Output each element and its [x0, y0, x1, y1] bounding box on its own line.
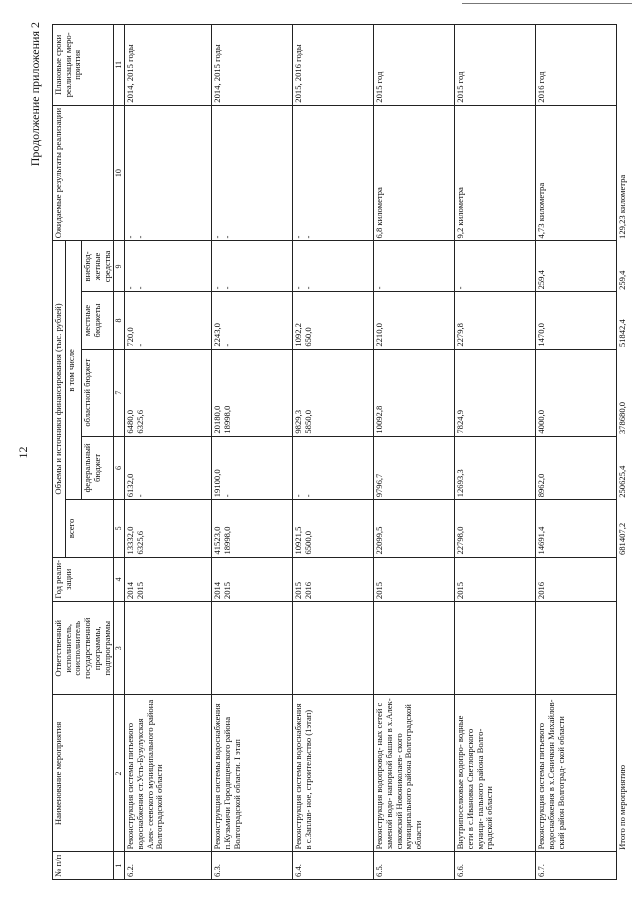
total-sum: 681407,2: [617, 500, 640, 557]
row-extra-value: -: [302, 286, 313, 290]
row-years: [293, 557, 374, 602]
row-regional: [293, 349, 374, 436]
total-local: 51842,4: [617, 292, 640, 349]
row-federal-value: 9796,7: [374, 473, 385, 498]
row-extra-value: -: [374, 286, 385, 290]
row-years-value: 2015: [293, 581, 304, 600]
header-num: № п/п: [53, 852, 114, 880]
row-total-value: 10921,5: [293, 526, 304, 555]
row-number: 6.4.: [293, 852, 374, 880]
row-total-value: 18998,0: [221, 526, 232, 555]
header-extra: внебюд- жетные средства: [82, 241, 114, 292]
row-years: [536, 557, 617, 602]
row-total-value: 14691,4: [536, 526, 547, 555]
table-row: [125, 25, 212, 880]
row-name: Реконструкция водопровод- ных сетей с заменой водо- напорной башни в х.Алек- сиковский Новониколаев- ского муниципального района Волгоградской области: [374, 695, 455, 852]
row-local-value: 1470,0: [536, 323, 547, 347]
row-total: [455, 500, 536, 557]
row-years: [125, 557, 212, 602]
row-result-value: 9,2 километра: [455, 187, 466, 239]
row-years-value: 2016: [302, 581, 313, 600]
row-extra-value: -: [221, 286, 232, 290]
row-extra-value: -: [134, 286, 145, 290]
row-local-value: 1092,2: [293, 323, 304, 347]
row-regional-value: 6325,6: [134, 410, 145, 434]
row-local-value: -: [221, 343, 232, 347]
row-federal: [455, 436, 536, 500]
col-index: 11: [114, 25, 125, 106]
row-name: Реконструкция системы водоснабжения в с.Заплав- ное, строительство (1этап): [293, 695, 374, 852]
row-number: 6.7.: [536, 852, 617, 880]
row-term: 2016 год: [536, 25, 617, 106]
row-regional-value: 18998,0: [221, 405, 232, 434]
row-local: [455, 292, 536, 349]
row-local: [536, 292, 617, 349]
row-extra: [125, 241, 212, 292]
header-responsible: Ответственный исполнитель, соисполнитель государственной программы, подпрограммы: [53, 602, 114, 695]
row-local: [374, 292, 455, 349]
row-extra-value: 259,4: [536, 270, 547, 290]
total-label: Итого по мероприятию: [617, 695, 640, 852]
row-extra-value: -: [212, 286, 223, 290]
row-federal-value: 19100,0: [212, 469, 223, 498]
row-local-value: 2210,0: [374, 323, 385, 347]
row-regional-value: 6480,0: [125, 410, 136, 434]
row-federal: [212, 436, 293, 500]
table-row: [536, 25, 617, 880]
row-local-value: -: [134, 343, 145, 347]
column-index-row: [114, 25, 125, 880]
table-row: [455, 25, 536, 880]
row-extra: [374, 241, 455, 292]
row-term: 2014, 2015 годы: [212, 25, 293, 106]
row-responsible: [374, 602, 455, 695]
row-responsible: [536, 602, 617, 695]
row-responsible: [455, 602, 536, 695]
table-row: [293, 25, 374, 880]
row-regional: [212, 349, 293, 436]
row-extra-value: -: [455, 286, 466, 290]
row-total-value: 22099,5: [374, 526, 385, 555]
col-index: 3: [114, 602, 125, 695]
col-index: 2: [114, 695, 125, 852]
row-regional: [125, 349, 212, 436]
row-federal-value: -: [134, 494, 145, 498]
row-total-value: 6500,0: [302, 530, 313, 555]
row-regional-value: 20180,0: [212, 405, 223, 434]
row-years: [212, 557, 293, 602]
row-years-value: 2014: [125, 581, 136, 600]
row-federal: [293, 436, 374, 500]
row-name: Внутрипоселковые водопро- водные сети в с.Ивановка Светлоярского муници- пального района Волго- градской области: [455, 695, 536, 852]
row-responsible: [293, 602, 374, 695]
row-years-value: 2015: [134, 581, 145, 600]
col-index: 8: [114, 292, 125, 349]
row-regional: [374, 349, 455, 436]
row-years-value: 2016: [536, 581, 547, 600]
row-years-value: 2015: [455, 581, 466, 600]
row-local: [212, 292, 293, 349]
row-total: [125, 500, 212, 557]
row-extra: [455, 241, 536, 292]
header-inclusive: в том числе: [65, 241, 81, 500]
financing-table: [52, 24, 640, 880]
row-extra: [536, 241, 617, 292]
row-federal-value: 12693,3: [455, 469, 466, 498]
total-result: 129,23 километра: [617, 105, 640, 241]
row-number: 6.5.: [374, 852, 455, 880]
row-total-value: 22798,0: [455, 526, 466, 555]
row-regional-value: 5850,0: [302, 410, 313, 434]
table-row: [374, 25, 455, 880]
row-responsible: [125, 602, 212, 695]
total-row: [617, 25, 640, 880]
row-local-value: 650,0: [302, 327, 313, 347]
row-term: 2015 год: [455, 25, 536, 106]
row-regional-value: 9829,3: [293, 410, 304, 434]
header-local: местные бюджеты: [82, 292, 114, 349]
row-result-value: -: [134, 235, 145, 239]
row-result-value: 4,73 километра: [536, 182, 547, 239]
row-result-value: -: [125, 235, 136, 239]
row-result-value: 6,8 километра: [374, 187, 385, 239]
row-federal-value: -: [302, 494, 313, 498]
row-local: [293, 292, 374, 349]
row-total-value: 13332,0: [125, 526, 136, 555]
row-result: [455, 105, 536, 241]
row-result-value: -: [293, 235, 304, 239]
row-local-value: 2279,8: [455, 323, 466, 347]
row-number: 6.2.: [125, 852, 212, 880]
header-regional: областной бюджет: [82, 349, 114, 436]
row-years-value: 2015: [374, 581, 385, 600]
row-years-value: 2015: [221, 581, 232, 600]
row-federal-value: -: [221, 494, 232, 498]
row-regional-value: 10092,8: [374, 405, 385, 434]
row-name: Реконструкция системы питьевого водоснабжения в х.Сеничкин Михайлов- ский район Волгоград- ской области: [536, 695, 617, 852]
row-number: 6.6.: [455, 852, 536, 880]
row-name: Реконструкция системы водоснабжения п.Кузьмичи Городищенского района Волгоградской области. I этап: [212, 695, 293, 852]
row-term: 2014, 2015 годы: [125, 25, 212, 106]
row-result: [293, 105, 374, 241]
row-federal: [536, 436, 617, 500]
row-extra: [293, 241, 374, 292]
row-total-value: 6325,6: [134, 530, 145, 555]
row-result-value: -: [221, 235, 232, 239]
header-total: всего: [65, 500, 114, 557]
row-result-value: -: [212, 235, 223, 239]
row-result: [125, 105, 212, 241]
page-number: 12: [16, 446, 30, 459]
row-term: 2015 год: [374, 25, 455, 106]
table-row: [212, 25, 293, 880]
row-federal-value: 8962,0: [536, 473, 547, 498]
row-result: [212, 105, 293, 241]
row-name: Реконструкция системы питьевого водоснабжения ст.Усть-Бузулукская Алек- сеевского муниципального района Волгоградской области: [125, 695, 212, 852]
row-result-value: -: [302, 235, 313, 239]
row-federal: [374, 436, 455, 500]
header-name: Наименование мероприятия: [53, 695, 114, 852]
col-index: 6: [114, 436, 125, 500]
total-extra: 259,4: [617, 241, 640, 292]
row-years: [455, 557, 536, 602]
header-federal: федеральный бюджет: [82, 436, 114, 500]
row-regional-value: 4000,0: [536, 410, 547, 434]
header-volumes: Объемы и источники финансирования (тыс. рублей): [53, 241, 66, 557]
continuation-title: Продолжение приложения 2: [28, 22, 42, 167]
row-term: 2015, 2016 годы: [293, 25, 374, 106]
row-regional: [455, 349, 536, 436]
row-years-value: 2014: [212, 581, 223, 600]
header-terms: Плановые сроки реализации меро- приятия: [53, 25, 114, 106]
row-total: [536, 500, 617, 557]
total-regional: 378680,0: [617, 349, 640, 436]
row-extra: [212, 241, 293, 292]
row-regional-value: 7824,9: [455, 410, 466, 434]
row-result: [536, 105, 617, 241]
row-extra-value: -: [125, 286, 136, 290]
row-federal: [125, 436, 212, 500]
col-index: 7: [114, 349, 125, 436]
row-federal-value: 6132,0: [125, 473, 136, 498]
col-index: 9: [114, 241, 125, 292]
header-results: Ожидаемые результаты реализации: [53, 105, 114, 241]
row-local: [125, 292, 212, 349]
col-index: 4: [114, 557, 125, 602]
row-local-value: 720,0: [125, 327, 136, 347]
total-federal: 250625,4: [617, 436, 640, 500]
col-index: 1: [114, 852, 125, 880]
row-local-value: 2243,0: [212, 323, 223, 347]
row-total-value: 41523,0: [212, 526, 223, 555]
col-index: 10: [114, 105, 125, 241]
row-total: [293, 500, 374, 557]
row-responsible: [212, 602, 293, 695]
row-federal-value: -: [293, 494, 304, 498]
row-years: [374, 557, 455, 602]
row-regional: [536, 349, 617, 436]
row-number: 6.3.: [212, 852, 293, 880]
row-total: [374, 500, 455, 557]
row-total: [212, 500, 293, 557]
col-index: 5: [114, 500, 125, 557]
row-extra-value: -: [293, 286, 304, 290]
row-result: [374, 105, 455, 241]
header-year: Год реали- зации: [53, 557, 114, 602]
